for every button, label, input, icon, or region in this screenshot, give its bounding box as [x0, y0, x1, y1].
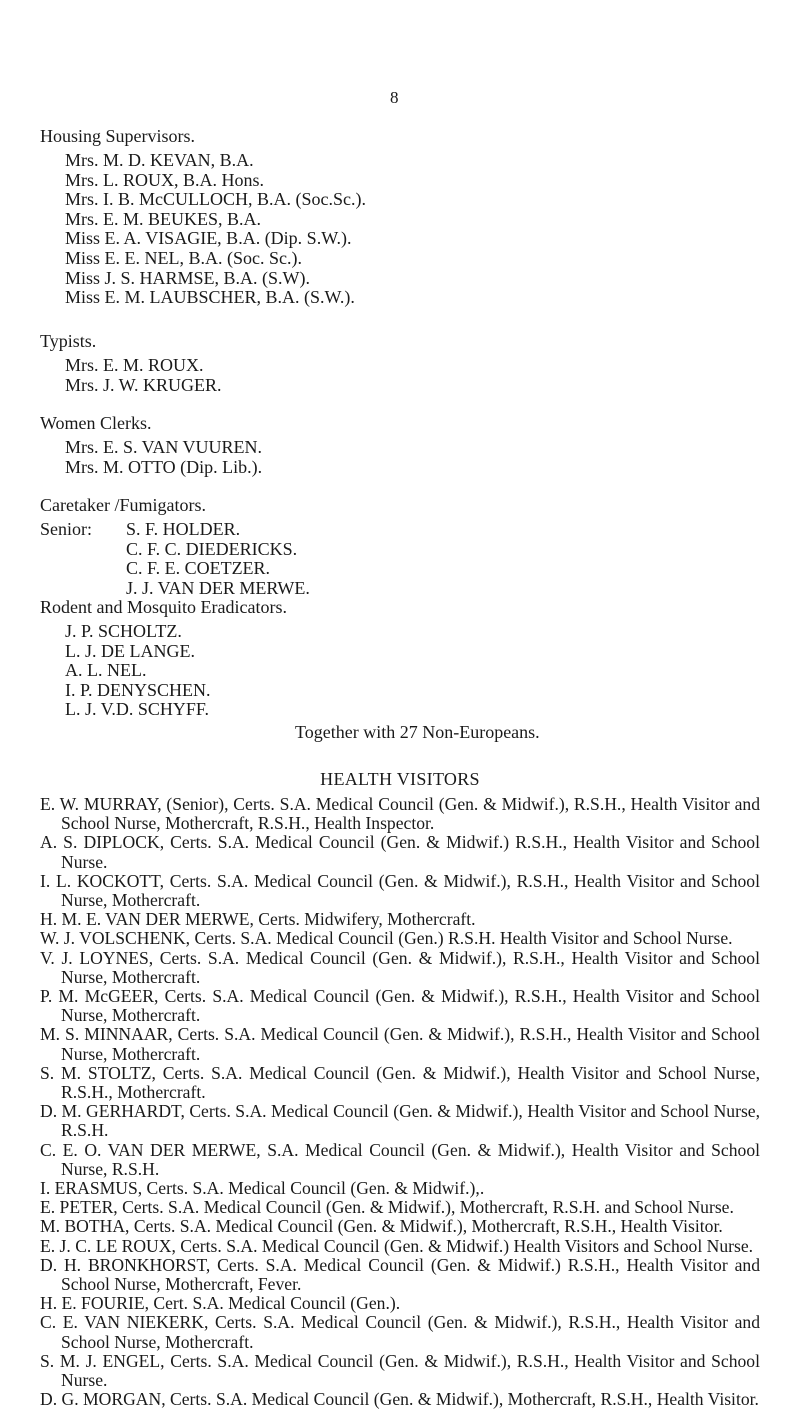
women-clerks-section [40, 413, 760, 477]
list-item: P. M. McGEER, Certs. S.A. Medical Council (Gen. & Midwif.), R.S.H., Health Visitor and School Nurse, Mothercraft. [40, 986, 760, 1026]
list-item: C. E. O. VAN DER MERWE, S.A. Medical Council (Gen. & Midwif.), Health Visitor and School Nurse, R.S.H. [40, 1139, 760, 1179]
list-item: D. H. BRONKHORST, Certs. S.A. Medical Council (Gen. & Midwif.) R.S.H., Health Visitor and School Nurse, Mothercraft, Fever. [40, 1254, 760, 1295]
list-item: S. M. J. ENGEL, Certs. S.A. Medical Council (Gen. & Midwif.), R.S.H., Health Visitor and School Nurse. [40, 1350, 760, 1391]
list-item: S. M. STOLTZ, Certs. S.A. Medical Council (Gen. & Midwif.), Health Visitor and School Nurse, R.S.H., Mothercraft. [40, 1062, 760, 1103]
list-item: Miss E. M. LAUBSCHER, B.A. (S.W.). [65, 287, 355, 308]
list-item: Mrs. I. B. McCULLOCH, B.A. (Soc.Sc.). [65, 189, 366, 210]
housing-list [40, 151, 760, 308]
list-item: A. S. DIPLOCK, Certs. S.A. Medical Council (Gen. & Midwif.) R.S.H., Health Visitor and School Nurse. [40, 832, 760, 872]
list-item: W. J. VOLSCHENK, Certs. S.A. Medical Council (Gen.) R.S.H. Health Visitor and School Nurse. [40, 928, 733, 949]
list-item: L. J. V.D. SCHYFF. [65, 699, 209, 720]
list-item: D. G. MORGAN, Certs. S.A. Medical Council (Gen. & Midwif.), Mothercraft, R.S.H., Health Visitor. [40, 1389, 759, 1410]
list-item: J. P. SCHOLTZ. [65, 621, 182, 641]
section-heading: Housing Supervisors. [40, 126, 196, 146]
list-item: Miss J. S. HARMSE, B.A. (S.W). [65, 267, 311, 288]
list-item: D. M. GERHARDT, Certs. S.A. Medical Council (Gen. & Midwif.), Health Visitor and School Nurse, R.S.H. [40, 1101, 760, 1141]
health-visitors-list [40, 795, 760, 1410]
list-item: I. ERASMUS, Certs. S.A. Medical Council (Gen. & Midwif.),. [40, 1178, 485, 1199]
list-item: S. F. HOLDER. [126, 519, 241, 539]
list-item: E. W. MURRAY, (Senior), Certs. S.A. Medical Council (Gen. & Midwif.), R.S.H., Health Visitor and School Nurse, Mothercraft, R.S.H., Health Inspector. [40, 794, 760, 834]
list-item: H. E. FOURIE, Cert. S.A. Medical Council (Gen.). [40, 1293, 401, 1314]
housing-supervisors-section [40, 126, 760, 308]
senior-label: Senior: [40, 519, 92, 539]
list-item: Miss E. A. VISAGIE, B.A. (Dip. S.W.). [65, 228, 352, 249]
senior-row [40, 520, 760, 598]
rodent-list [40, 622, 760, 720]
list-item: Mrs. E. M. BEUKES, B.A. [65, 208, 262, 229]
list-item: Mrs. M. OTTO (Dip. Lib.). [65, 456, 263, 477]
list-item: A. L. NEL. [65, 660, 147, 681]
list-item: I. L. KOCKOTT, Certs. S.A. Medical Council (Gen. & Midwif.), R.S.H., Health Visitor and School Nurse, Mothercraft. [40, 870, 760, 911]
section-heading: Caretaker /Fumigators. [40, 495, 206, 515]
section-heading: Typists. [40, 331, 97, 351]
list-item: C. F. E. COETZER. [126, 558, 271, 579]
page-number: 8 [390, 88, 399, 107]
list-item: C. F. C. DIEDERICKS. [126, 538, 298, 559]
clerks-list [40, 438, 760, 477]
list-item: L. J. DE LANGE. [65, 640, 195, 661]
list-item: I. P. DENYSCHEN. [65, 679, 211, 700]
non-europeans-note: Together with 27 Non-Europeans. [295, 721, 540, 742]
list-item: E. J. C. LE ROUX, Certs. S.A. Medical Council (Gen. & Midwif.) Health Visitors and School Nurse. [40, 1235, 754, 1256]
list-item: Mrs. J. W. KRUGER. [65, 374, 222, 395]
list-item: H. M. E. VAN DER MERWE, Certs. Midwifery, Mothercraft. [40, 909, 476, 930]
section-heading: Women Clerks. [40, 413, 152, 433]
rodent-eradicators-section [40, 597, 760, 743]
caretakers-section [40, 495, 760, 598]
list-item: M. BOTHA, Certs. S.A. Medical Council (Gen. & Midwif.), Mothercraft, R.S.H., Health Visitor. [40, 1216, 723, 1237]
typists-list [40, 356, 760, 395]
list-item: V. J. LOYNES, Certs. S.A. Medical Council (Gen. & Midwif.), R.S.H., Health Visitor and School Nurse, Mothercraft. [40, 947, 760, 987]
typists-section [40, 331, 760, 395]
list-item: Mrs. M. D. KEVAN, B.A. [65, 150, 254, 170]
section-heading: Rodent and Mosquito Eradicators. [40, 597, 287, 617]
list-item: Miss E. E. NEL, B.A. (Soc. Sc.). [65, 247, 302, 268]
list-item: Mrs. L. ROUX, B.A. Hons. [65, 169, 265, 190]
list-item: M. S. MINNAAR, Certs. S.A. Medical Council (Gen. & Midwif.), R.S.H., Health Visitor and School Nurse, Mothercraft. [40, 1024, 760, 1064]
list-item: E. PETER, Certs. S.A. Medical Council (Gen. & Midwif.), Mothercraft, R.S.H. and School Nurse. [40, 1197, 734, 1218]
list-item: Mrs. E. M. ROUX. [65, 355, 204, 375]
list-item: J. J. VAN DER MERWE. [126, 577, 310, 598]
health-visitors-heading: HEALTH VISITORS [320, 769, 480, 789]
list-item: Mrs. E. S. VAN VUUREN. [65, 437, 263, 457]
list-item: C. E. VAN NIEKERK, Certs. S.A. Medical Council (Gen. & Midwif.), R.S.H., Health Visitor and School Nurse, Mothercraft. [40, 1312, 760, 1352]
